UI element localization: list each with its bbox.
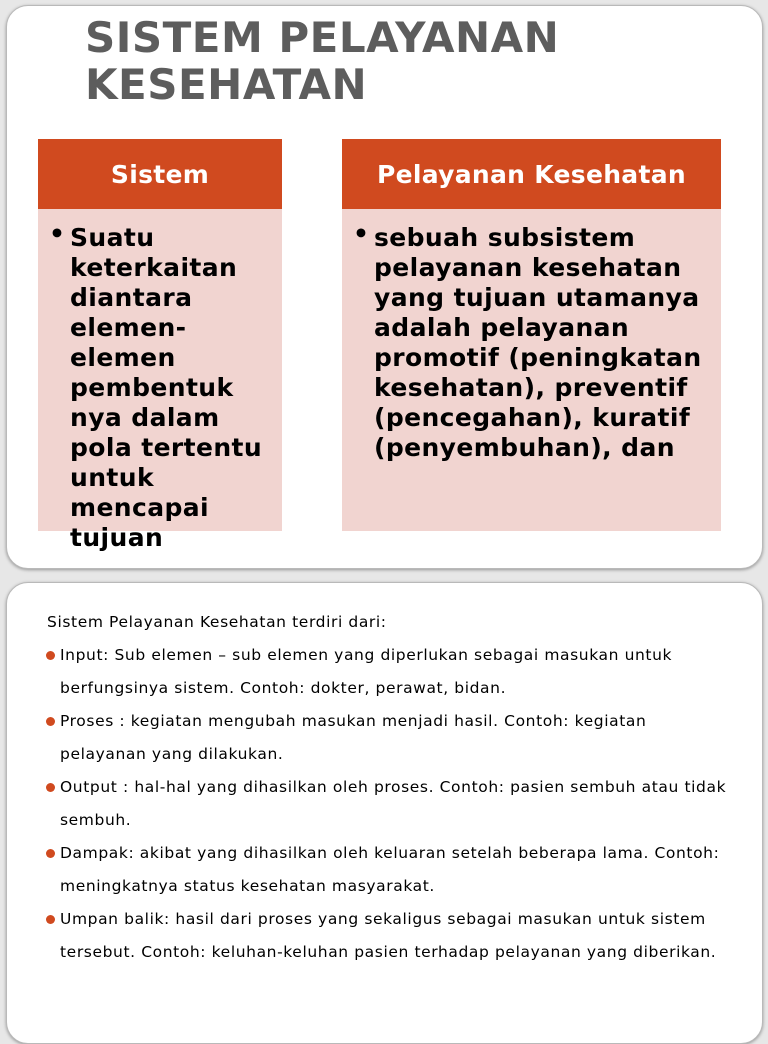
bullet-dot-icon: [46, 849, 55, 858]
list-item-text: Output : hal-hal yang dihasilkan oleh proses. Contoh: pasien sembuh atau tidak sembuh.: [60, 778, 727, 829]
list-item-text: Input: Sub elemen – sub elemen yang diperlukan sebagai masukan untuk berfungsinya sistem. Contoh: dokter, perawat, bidan.: [60, 646, 673, 697]
bullet-dot-icon: [46, 915, 55, 924]
bullet-icon: •: [49, 219, 65, 248]
definition-sistem: Suatu keterkaitan diantara elemen-elemen pembentuk nya dalam pola tertentu untuk mencapai tujuan: [70, 223, 263, 552]
column-body-pelayanan-kesehatan: [342, 209, 721, 531]
list-item-output: [47, 771, 737, 837]
column-heading-sistem: Sistem: [38, 139, 282, 209]
list-item-proses: [47, 705, 737, 771]
slide-title: SISTEM PELAYANAN KESEHATAN: [85, 13, 560, 109]
bullet-dot-icon: [46, 717, 55, 726]
list-item-text: Umpan balik: hasil dari proses yang sekaligus sebagai masukan untuk sistem tersebut. Contoh: keluhan-keluhan pasien terhadap pelayanan yang diberikan.: [60, 910, 717, 961]
list-item-text: Proses : kegiatan mengubah masukan menjadi hasil. Contoh: kegiatan pelayanan yang dilakukan.: [60, 712, 647, 763]
list-item-umpan-balik: [47, 903, 737, 969]
column-heading-pelayanan-kesehatan: Pelayanan Kesehatan: [342, 139, 721, 209]
list-item-input: [47, 639, 737, 705]
column-pelayanan-kesehatan: [342, 139, 721, 531]
list-item-text: Dampak: akibat yang dihasilkan oleh keluaran setelah beberapa lama. Contoh: meningkatnya status kesehatan masyarakat.: [60, 844, 720, 895]
column-body-sistem: [38, 209, 282, 552]
bullet-icon: •: [353, 219, 369, 248]
column-sistem: [38, 139, 282, 552]
intro-text: Sistem Pelayanan Kesehatan terdiri dari:: [47, 613, 387, 631]
bullet-dot-icon: [46, 651, 55, 660]
slide-2: [6, 582, 763, 1044]
bullet-dot-icon: [46, 783, 55, 792]
slide-1: [6, 5, 763, 569]
slide-2-body: [47, 605, 737, 969]
definition-pelayanan-kesehatan: sebuah subsistem pelayanan kesehatan yang tujuan utamanya adalah pelayanan promotif (peningkatan kesehatan), preventif (pencegahan), kuratif (penyembuhan), dan: [374, 223, 702, 462]
list-item-dampak: [47, 837, 737, 903]
